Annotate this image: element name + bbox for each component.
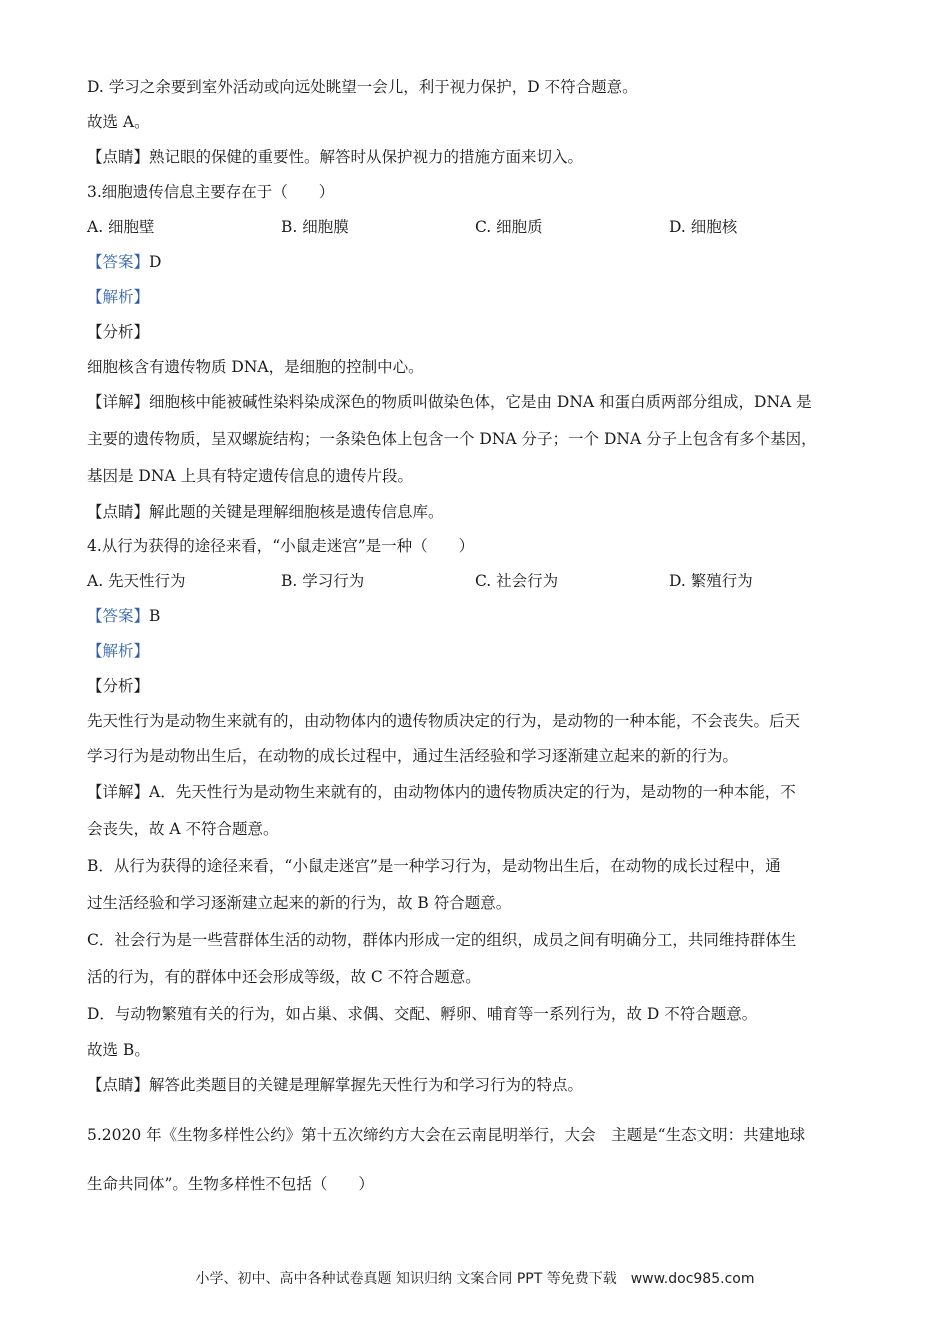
q4-answer-value: B — [149, 607, 161, 625]
q2-conclusion: 故选 A。 — [87, 113, 150, 131]
q4-option-d: D. 繁殖行为 — [669, 572, 753, 590]
q4-detail-c-line-2: 活的行为，有的群体中还会形成等级，故 C 不符合题意。 — [87, 968, 481, 986]
q4-detail-b-line-1: B．从行为获得的途径来看，“小鼠走迷宫”是一种学习行为，是动物出生后，在动物的成长过程中，通 — [87, 857, 781, 875]
q2-tip: 【点睛】熟记眼的保健的重要性。解答时从保护视力的措施方面来切入。 — [87, 148, 584, 166]
q3-analysis-label: 【解析】 — [87, 288, 150, 306]
q4-fenxi-line-2: 学习行为是动物出生后，在动物的成长过程中，通过生活经验和学习逐渐建立起来的新的行为。 — [87, 747, 739, 765]
q4-option-b: B. 学习行为 — [281, 572, 365, 590]
q3-option-d: D. 细胞核 — [669, 218, 738, 236]
q4-fenxi-line-1: 先天性行为是动物生来就有的，由动物体内的遗传物质决定的行为，是动物的一种本能，不会丧失。后天 — [87, 712, 801, 730]
q3-detail-line-2: 主要的遗传物质，呈双螺旋结构；一条染色体上包含一个 DNA 分子；一个 DNA 分子上包含有多个基因， — [87, 430, 817, 448]
q3-tip: 【点睛】解此题的关键是理解细胞核是遗传信息库。 — [87, 503, 444, 521]
q4-question: 4.从行为获得的途径来看，“小鼠走迷宫”是一种（ ） — [87, 537, 475, 555]
q3-option-b: B. 细胞膜 — [281, 218, 349, 236]
q3-fenxi-text: 细胞核含有遗传物质 DNA，是细胞的控制中心。 — [87, 358, 424, 376]
q4-detail-a-line-2: 会丧失，故 A 不符合题意。 — [87, 820, 279, 838]
q3-question: 3.细胞遗传信息主要存在于（ ） — [87, 183, 335, 201]
q4-detail-b-line-2: 过生活经验和学习逐渐建立起来的新的行为，故 B 符合题意。 — [87, 894, 512, 912]
q4-fenxi-label: 【分析】 — [87, 677, 150, 695]
q4-option-c: C. 社会行为 — [475, 572, 559, 590]
q3-option-c: C. 细胞质 — [475, 218, 543, 236]
q3-fenxi-label: 【分析】 — [87, 323, 150, 341]
q4-answer — [87, 606, 160, 626]
q4-detail-a-line-1: 【详解】A．先天性行为是动物生来就有的，由动物体内的遗传物质决定的行为，是动物的一种本能，不 — [87, 783, 796, 801]
q4-conclusion: 故选 B。 — [87, 1041, 150, 1059]
q4-tip: 【点睛】解答此类题目的关键是理解掌握先天性行为和学习行为的特点。 — [87, 1076, 584, 1094]
q3-answer — [87, 252, 161, 272]
q4-detail-c-line-1: C．社会行为是一些营群体生活的动物，群体内形成一定的组织，成员之间有明确分工，共同维持群体生 — [87, 931, 797, 949]
q4-option-a: A. 先天性行为 — [87, 572, 186, 590]
page-footer: 小学、初中、高中各种试卷真题 知识归纳 文案合同 PPT 等免费下载 www.doc985.com — [195, 1271, 755, 1287]
q3-option-a: A. 细胞壁 — [87, 218, 155, 236]
answer-label: 【答案】 — [87, 607, 150, 625]
q3-detail-line-3: 基因是 DNA 上具有特定遗传信息的遗传片段。 — [87, 467, 414, 485]
q4-detail-d: D．与动物繁殖有关的行为，如占巢、求偶、交配、孵卵、哺育等一系列行为，故 D 不符合题意。 — [87, 1005, 758, 1023]
q5-question-line-1: 5.2020 年《生物多样性公约》第十五次缔约方大会在云南昆明举行，大会 主题是“生态文明：共建地球 — [87, 1126, 806, 1144]
q2-option-d-explanation: D. 学习之余要到室外活动或向远处眺望一会儿，利于视力保护，D 不符合题意。 — [87, 78, 638, 96]
q3-detail-line-1: 【详解】细胞核中能被碱性染料染成深色的物质叫做染色体，它是由 DNA 和蛋白质两部分组成，DNA 是 — [87, 393, 812, 411]
answer-label: 【答案】 — [87, 253, 150, 271]
q4-analysis-label: 【解析】 — [87, 642, 150, 660]
q5-question-line-2: 生命共同体”。生物多样性不包括（ ） — [87, 1175, 374, 1193]
q3-answer-value: D — [149, 253, 162, 271]
